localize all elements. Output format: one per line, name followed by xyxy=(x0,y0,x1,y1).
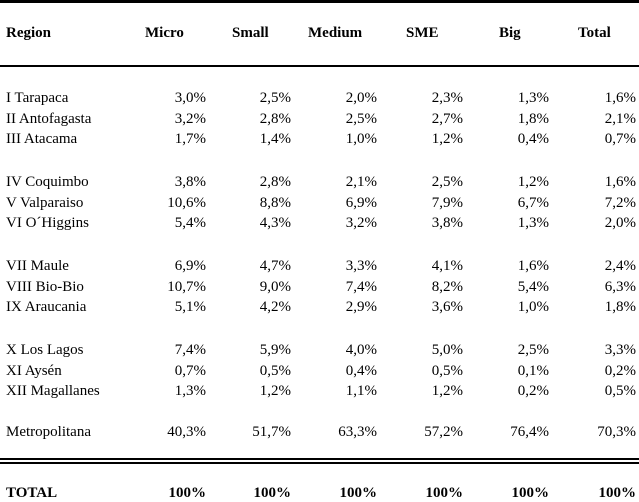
cell-big: 5,4% xyxy=(517,279,549,295)
region-label: VIII Bio-Bio xyxy=(6,279,84,295)
cell-medium: 0,4% xyxy=(345,363,377,379)
cell-micro: 6,9% xyxy=(174,258,206,274)
cell-small: 5,9% xyxy=(259,342,291,358)
region-label: V Valparaiso xyxy=(6,195,84,211)
cell-total: 2,0% xyxy=(604,215,636,231)
region-label: VII Maule xyxy=(6,258,69,274)
total-micro: 100% xyxy=(168,485,206,501)
cell-big: 1,0% xyxy=(517,299,549,315)
cell-micro: 3,2% xyxy=(174,111,206,127)
cell-small: 4,7% xyxy=(259,258,291,274)
cell-sme: 0,5% xyxy=(431,363,463,379)
total-small: 100% xyxy=(253,485,291,501)
cell-sme: 57,2% xyxy=(424,424,463,440)
cell-micro: 3,0% xyxy=(174,90,206,106)
cell-big: 0,2% xyxy=(517,383,549,399)
cell-small: 2,8% xyxy=(259,111,291,127)
cell-medium: 3,3% xyxy=(345,258,377,274)
top-rule xyxy=(0,0,639,3)
cell-micro: 10,7% xyxy=(167,279,206,295)
cell-total: 0,7% xyxy=(604,131,636,147)
region-label: IX Araucania xyxy=(6,299,87,315)
region-label: XI Aysén xyxy=(6,363,62,379)
cell-big: 1,6% xyxy=(517,258,549,274)
cell-big: 0,4% xyxy=(517,131,549,147)
cell-total: 3,3% xyxy=(604,342,636,358)
cell-big: 1,8% xyxy=(517,111,549,127)
cell-medium: 6,9% xyxy=(345,195,377,211)
region-label: I Tarapaca xyxy=(6,90,69,106)
cell-medium: 2,1% xyxy=(345,174,377,190)
footer-rule-2 xyxy=(0,462,639,464)
total-medium: 100% xyxy=(339,485,377,501)
cell-small: 1,4% xyxy=(259,131,291,147)
cell-sme: 5,0% xyxy=(431,342,463,358)
total-sme: 100% xyxy=(425,485,463,501)
cell-sme: 1,2% xyxy=(431,131,463,147)
cell-medium: 2,9% xyxy=(345,299,377,315)
cell-total: 0,5% xyxy=(604,383,636,399)
cell-small: 9,0% xyxy=(259,279,291,295)
cell-medium: 4,0% xyxy=(345,342,377,358)
cell-small: 2,8% xyxy=(259,174,291,190)
cell-sme: 2,7% xyxy=(431,111,463,127)
cell-total: 2,4% xyxy=(604,258,636,274)
footer-rule-1 xyxy=(0,458,639,460)
cell-total: 1,6% xyxy=(604,90,636,106)
cell-small: 1,2% xyxy=(259,383,291,399)
cell-total: 7,2% xyxy=(604,195,636,211)
cell-micro: 5,1% xyxy=(174,299,206,315)
cell-medium: 3,2% xyxy=(345,215,377,231)
cell-small: 0,5% xyxy=(259,363,291,379)
cell-big: 2,5% xyxy=(517,342,549,358)
cell-micro: 40,3% xyxy=(167,424,206,440)
cell-big: 0,1% xyxy=(517,363,549,379)
cell-micro: 1,3% xyxy=(174,383,206,399)
cell-total: 0,2% xyxy=(604,363,636,379)
cell-sme: 3,6% xyxy=(431,299,463,315)
cell-medium: 2,5% xyxy=(345,111,377,127)
cell-sme: 1,2% xyxy=(431,383,463,399)
cell-big: 76,4% xyxy=(510,424,549,440)
cell-micro: 1,7% xyxy=(174,131,206,147)
cell-micro: 5,4% xyxy=(174,215,206,231)
cell-total: 1,6% xyxy=(604,174,636,190)
cell-micro: 0,7% xyxy=(174,363,206,379)
region-label: IV Coquimbo xyxy=(6,174,89,190)
header-sme: SME xyxy=(406,25,439,41)
header-rule xyxy=(0,65,639,67)
cell-micro: 7,4% xyxy=(174,342,206,358)
region-label: X Los Lagos xyxy=(6,342,84,358)
cell-total: 1,8% xyxy=(604,299,636,315)
cell-small: 51,7% xyxy=(252,424,291,440)
total-big: 100% xyxy=(511,485,549,501)
cell-small: 2,5% xyxy=(259,90,291,106)
cell-small: 4,3% xyxy=(259,215,291,231)
cell-big: 1,3% xyxy=(517,215,549,231)
cell-sme: 4,1% xyxy=(431,258,463,274)
cell-medium: 1,1% xyxy=(345,383,377,399)
cell-sme: 3,8% xyxy=(431,215,463,231)
total-total: 100% xyxy=(598,485,636,501)
cell-total: 70,3% xyxy=(597,424,636,440)
header-micro: Micro xyxy=(145,25,184,41)
header-region: Region xyxy=(6,25,51,41)
cell-sme: 8,2% xyxy=(431,279,463,295)
cell-micro: 3,8% xyxy=(174,174,206,190)
total-label: TOTAL xyxy=(6,485,58,501)
region-label: Metropolitana xyxy=(6,424,91,440)
cell-medium: 7,4% xyxy=(345,279,377,295)
header-total: Total xyxy=(578,25,611,41)
header-small: Small xyxy=(232,25,269,41)
cell-medium: 1,0% xyxy=(345,131,377,147)
cell-big: 6,7% xyxy=(517,195,549,211)
cell-sme: 2,3% xyxy=(431,90,463,106)
cell-medium: 2,0% xyxy=(345,90,377,106)
cell-medium: 63,3% xyxy=(338,424,377,440)
header-medium: Medium xyxy=(308,25,363,41)
cell-total: 6,3% xyxy=(604,279,636,295)
cell-small: 8,8% xyxy=(259,195,291,211)
region-label: II Antofagasta xyxy=(6,111,92,127)
region-label: III Atacama xyxy=(6,131,78,147)
header-big: Big xyxy=(499,25,521,41)
cell-big: 1,3% xyxy=(517,90,549,106)
cell-total: 2,1% xyxy=(604,111,636,127)
cell-big: 1,2% xyxy=(517,174,549,190)
cell-micro: 10,6% xyxy=(167,195,206,211)
cell-sme: 7,9% xyxy=(431,195,463,211)
cell-sme: 2,5% xyxy=(431,174,463,190)
cell-small: 4,2% xyxy=(259,299,291,315)
region-label: VI O´Higgins xyxy=(6,215,89,231)
region-label: XII Magallanes xyxy=(6,383,100,399)
